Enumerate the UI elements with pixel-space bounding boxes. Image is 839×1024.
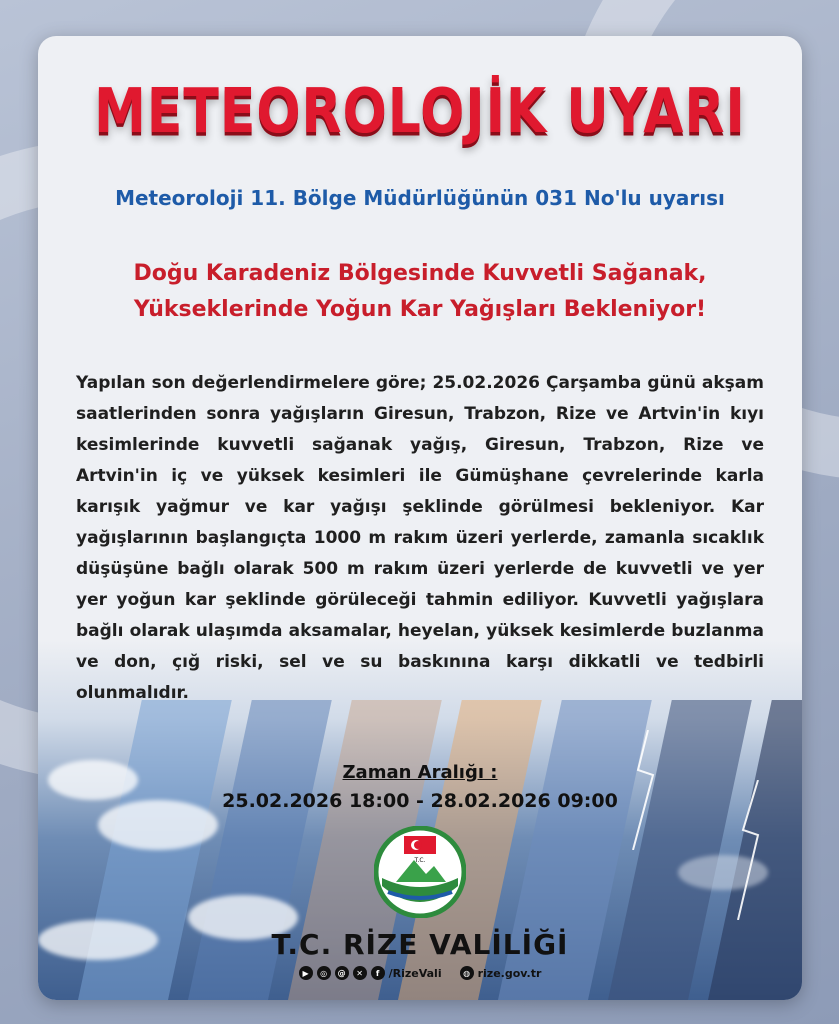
globe-icon: ◍ (460, 966, 474, 980)
logo-text: T.C. (414, 857, 426, 864)
warning-card (38, 36, 802, 1000)
social-handle[interactable]: /RizeVali (388, 966, 442, 980)
x-icon[interactable]: ✕ (353, 966, 367, 980)
time-range-value: 25.02.2026 18:00 - 28.02.2026 09:00 (222, 790, 618, 812)
headline-line-2: Yükseklerinde Yoğun Kar Yağışları Bekleniyor! (133, 297, 707, 322)
social-links (38, 966, 802, 980)
time-range-label: Zaman Aralığı : (342, 762, 498, 783)
page-title: METEOROLOJİK UYARI (94, 76, 746, 148)
warning-subtitle: Meteoroloji 11. Bölge Müdürlüğünün 031 No'lu uyarısı (115, 186, 725, 210)
facebook-icon[interactable]: f (371, 966, 385, 980)
youtube-icon[interactable]: ▶ (299, 966, 313, 980)
warning-body: Yapılan son değerlendirmelere göre; 25.02.2026 Çarşamba günü akşam saatlerinden sonra yağışların Giresun, Trabzon, Rize ve Artvin'in kıyı kesimlerinde kuvvetli sağanak yağış, Giresun, Trabzon, Rize ve Artvin'in iç ve yüksek kesimleri ile Gümüşhane çevrelerinde karla karışık yağmur ve kar yağışı şeklinde görülmesi bekleniyor. Kar yağışlarının başlangıçta 1000 m rakım üzeri yerlerde, zamanla sıcaklık düşüşüne bağlı olarak 500 m rakım üzeri yerlerde de kuvvetli ve yer yer yoğun kar şeklinde görüleceği tahmin ediliyor. Kuvvetli yağışlara bağlı olarak ulaşımda aksamalar, heyelan, yüksek kesimlerde buzlanma ve don, çığ riski, sel ve su baskınına karşı dikkatli ve tedbirli olunmalıdır. (76, 373, 764, 703)
rize-governorship-logo (374, 826, 466, 918)
footer-title: T.C. RİZE VALİLİĞİ (271, 928, 569, 961)
headline-line-1: Doğu Karadeniz Bölgesinde Kuvvetli Sağanak, (133, 261, 707, 286)
threads-icon[interactable]: @ (335, 966, 349, 980)
website-link[interactable]: rize.gov.tr (477, 966, 542, 980)
warning-headline (78, 256, 762, 328)
instagram-icon[interactable]: ◎ (317, 966, 331, 980)
